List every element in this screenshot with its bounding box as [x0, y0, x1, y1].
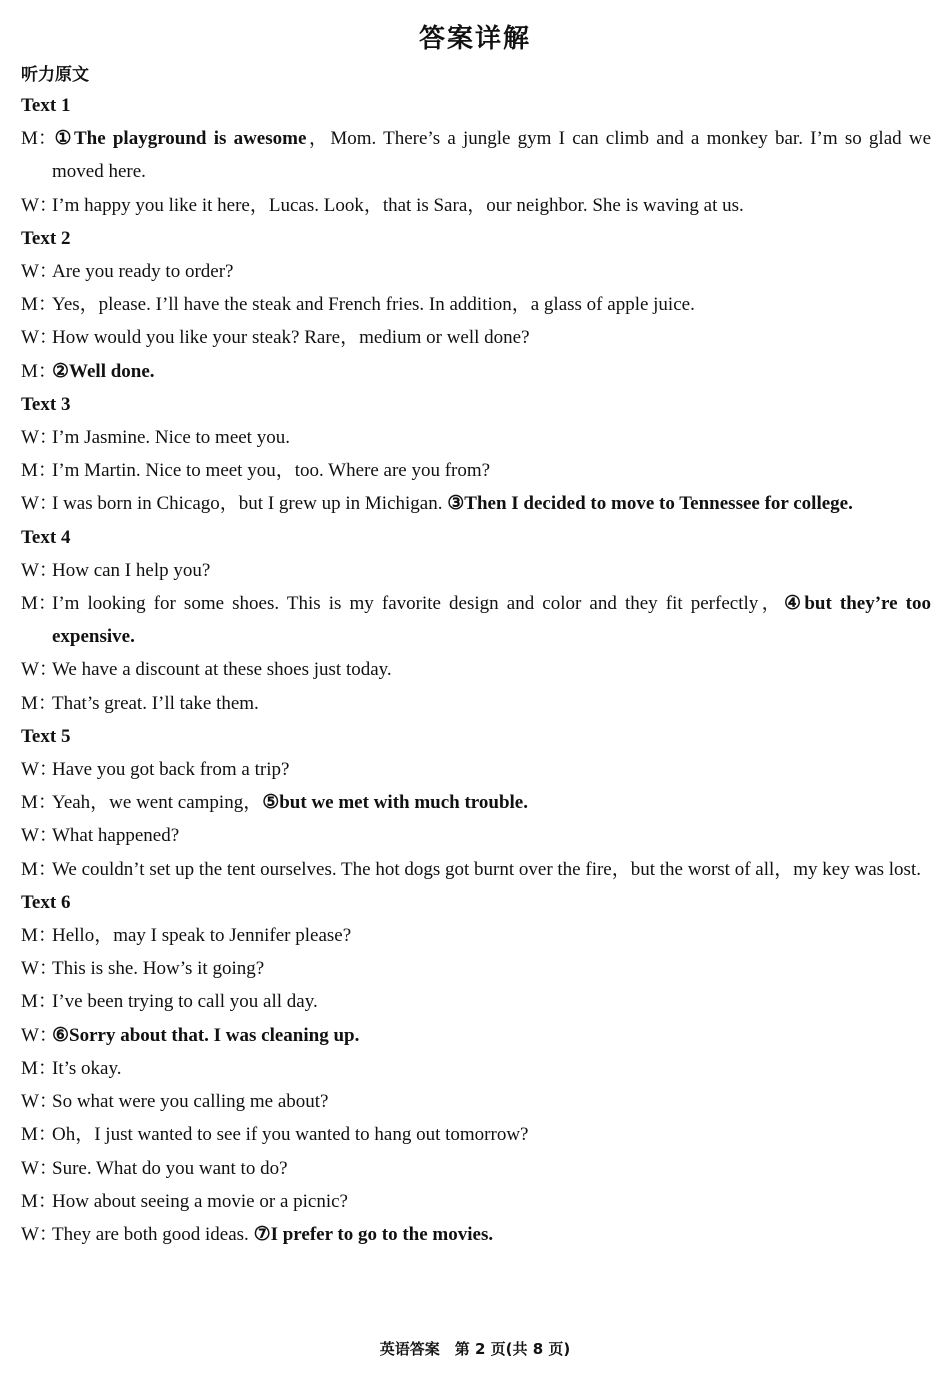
- speaker-label: M：: [21, 692, 57, 714]
- speaker-label: M：: [21, 925, 57, 947]
- line-text: Have you got back from a trip?: [52, 759, 290, 781]
- text-heading: Text 6: [21, 891, 71, 913]
- answer-highlight: ⑥Sorry about that. I was cleaning up.: [52, 1024, 360, 1046]
- speaker-label: M：: [21, 294, 57, 316]
- speaker-label: W：: [21, 659, 58, 681]
- dialogue-line: [21, 687, 931, 720]
- line-text: Oh，I just wanted to see if you wanted to hang out tomorrow?: [52, 1124, 529, 1146]
- dialogue-line: [21, 1218, 931, 1251]
- line-text: How would you like your steak? Rare，medium or well done?: [52, 327, 530, 349]
- dialogue-line: [21, 255, 931, 288]
- text-heading: Text 2: [21, 227, 71, 249]
- text-heading: Text 5: [21, 725, 71, 747]
- line-text: Sure. What do you want to do?: [52, 1157, 288, 1179]
- dialogue-line: [21, 288, 931, 321]
- dialogue-line: [21, 554, 931, 587]
- speaker-label: M：: [21, 360, 57, 382]
- line-text: We have a discount at these shoes just today.: [52, 659, 392, 681]
- dialogue-line: [21, 1152, 931, 1185]
- answer-highlight: ⑦I prefer to go to the movies.: [253, 1223, 494, 1245]
- line-text: Are you ready to order?: [52, 261, 234, 283]
- text-heading: Text 4: [21, 526, 71, 548]
- line-text: What happened?: [52, 825, 180, 847]
- line-text: I’ve been trying to call you all day.: [52, 991, 318, 1013]
- dialogue-line: [21, 853, 931, 886]
- page-title: 答案详解: [418, 24, 531, 54]
- speaker-label: M：: [21, 792, 57, 814]
- dialogue-line: [21, 587, 931, 653]
- speaker-label: W：: [21, 825, 58, 847]
- speaker-label: M：: [21, 858, 57, 880]
- dialogue-line: [21, 454, 931, 487]
- line-text: It’s okay.: [52, 1057, 122, 1079]
- speaker-label: M：: [21, 593, 57, 615]
- speaker-label: W：: [21, 427, 58, 449]
- line-text: I was born in Chicago，but I grew up in Michigan.: [52, 493, 448, 515]
- speaker-label: W：: [21, 327, 58, 349]
- speaker-label: W：: [21, 1223, 58, 1245]
- answer-highlight: ②Well done.: [52, 360, 155, 382]
- text-heading: Text 1: [21, 95, 71, 116]
- answer-highlight: ⑤but we met with much trouble.: [262, 792, 528, 814]
- answer-highlight: ③Then I decided to move to Tennessee for college.: [447, 493, 853, 515]
- dialogue-line: [21, 753, 931, 786]
- dialogue-line: [21, 1185, 931, 1218]
- line-text: We couldn’t set up the tent ourselves. The hot dogs got burnt over the fire，but the worst of all，my key was lost.: [52, 858, 921, 880]
- line-text: I’m Jasmine. Nice to meet you.: [52, 427, 290, 449]
- answer-highlight: ①The playground is awesome: [52, 128, 307, 150]
- dialogue-line: [21, 355, 931, 388]
- speaker-label: M：: [21, 460, 57, 482]
- speaker-label: M：: [21, 1057, 57, 1079]
- dialogue-line: [21, 653, 931, 686]
- dialogue-line: [21, 819, 931, 852]
- speaker-label: W：: [21, 1157, 58, 1179]
- dialogue-line: [21, 919, 931, 952]
- line-text: How about seeing a movie or a picnic?: [52, 1190, 348, 1212]
- speaker-label: W：: [21, 493, 58, 515]
- speaker-label: M：: [21, 991, 57, 1013]
- dialogue-line: [21, 985, 931, 1018]
- dialogue-line: [21, 122, 931, 188]
- speaker-label: W：: [21, 261, 58, 283]
- dialogue-line: [21, 952, 931, 985]
- line-text: I’m looking for some shoes. This is my favorite design and color and they fit perfectly，: [52, 593, 784, 615]
- speaker-label: W：: [21, 559, 58, 581]
- line-text: I’m Martin. Nice to meet you，too. Where are you from?: [52, 460, 491, 482]
- line-text: Yes，please. I’ll have the steak and French fries. In addition，a glass of apple juice.: [52, 294, 695, 316]
- speaker-label: W：: [21, 958, 58, 980]
- dialogue-line: [21, 1019, 931, 1052]
- line-text: Hello，may I speak to Jennifer please?: [52, 925, 352, 947]
- speaker-label: M：: [21, 128, 57, 150]
- page-footer: 英语答案 第 2 页(共 8 页): [379, 1340, 571, 1358]
- dialogue-line: [21, 321, 931, 354]
- text-heading: Text 3: [21, 393, 71, 415]
- dialogue-line: [21, 1085, 931, 1118]
- line-text: That’s great. I’ll take them.: [52, 692, 259, 714]
- speaker-label: W：: [21, 1024, 58, 1046]
- dialogue-line: [21, 1052, 931, 1085]
- section-label: 听力原文: [21, 65, 89, 85]
- speaker-label: W：: [21, 194, 58, 216]
- dialogue-line: [21, 421, 931, 454]
- speaker-label: W：: [21, 759, 58, 781]
- speaker-label: W：: [21, 1091, 58, 1113]
- dialogue-line: [21, 487, 931, 520]
- transcript-content: [21, 89, 931, 1251]
- line-text: ，Mom. There’s a jungle gym I can climb and a monkey bar. I’m so glad we moved here.: [52, 128, 932, 183]
- line-text: So what were you calling me about?: [52, 1091, 329, 1113]
- dialogue-line: [21, 189, 931, 222]
- dialogue-line: [21, 1118, 931, 1151]
- line-text: I’m happy you like it here，Lucas. Look，that is Sara，our neighbor. She is waving at us.: [52, 194, 744, 216]
- speaker-label: M：: [21, 1124, 57, 1146]
- answer-highlight: ④but they’re too expensive.: [52, 593, 932, 648]
- line-text: They are both good ideas.: [52, 1223, 254, 1245]
- line-text: How can I help you?: [52, 559, 211, 581]
- speaker-label: M：: [21, 1190, 57, 1212]
- line-text: Yeah，we went camping，: [52, 792, 263, 814]
- line-text: This is she. How’s it going?: [52, 958, 265, 980]
- dialogue-line: [21, 786, 931, 819]
